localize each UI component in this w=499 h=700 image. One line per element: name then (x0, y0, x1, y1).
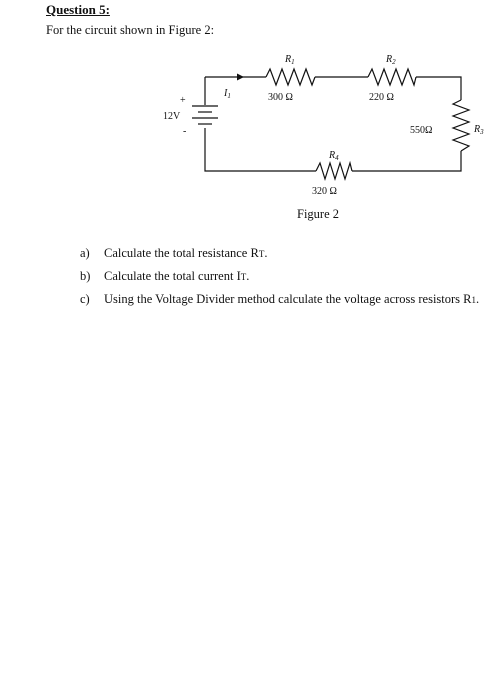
resistor-r4-name: $R_4$ (329, 150, 339, 162)
task-item-a (80, 246, 479, 260)
resistor-r1-value: 300 Ω (268, 92, 293, 103)
resistor-r1-zigzag (266, 69, 315, 85)
task-text: Calculate the total resistance R (104, 246, 259, 260)
task-item-b (80, 269, 479, 283)
resistor-r3-zigzag (453, 100, 469, 151)
resistor-r2-zigzag (368, 69, 416, 85)
resistor-r3-value: 550Ω (410, 125, 433, 136)
resistor-r2-name: $R_2$ (386, 54, 396, 66)
question-heading: Question 5: (46, 2, 110, 17)
figure-caption: Figure 2 (297, 207, 340, 221)
task-letter: a) (80, 246, 90, 260)
circuit-diagram (0, 0, 499, 240)
wire-top-right (416, 77, 461, 100)
resistor-r2-value: 220 Ω (369, 92, 394, 103)
task-subscript: T (240, 272, 247, 282)
battery-minus: - (183, 126, 187, 137)
resistor-r1-name: $R_1$ (285, 54, 295, 66)
wire-bottom-left (205, 128, 316, 171)
task-subscript: 1 (471, 295, 477, 305)
wire-right-bottom (352, 151, 461, 171)
task-tail: . (476, 292, 480, 306)
resistor-r4-value: 320 Ω (312, 186, 337, 197)
current-label: $I_1$ (224, 88, 231, 100)
task-letter: c) (80, 292, 90, 306)
current-arrow (237, 74, 244, 81)
battery-voltage: 12V (163, 111, 181, 122)
task-item-c (80, 292, 479, 306)
task-letter: b) (80, 269, 91, 283)
question-intro: For the circuit shown in Figure 2: (46, 23, 215, 37)
task-subscript: T (258, 249, 265, 259)
task-text: Calculate the total current I (104, 269, 241, 283)
task-tail: . (264, 246, 268, 260)
task-list (80, 246, 479, 315)
battery-plus: + (180, 95, 186, 106)
task-text: Using the Voltage Divider method calculate the voltage across resistors R (104, 292, 472, 306)
task-tail: . (246, 269, 250, 283)
resistor-r3-name: $R_3$ (474, 124, 484, 136)
resistor-r4-zigzag (316, 163, 352, 179)
